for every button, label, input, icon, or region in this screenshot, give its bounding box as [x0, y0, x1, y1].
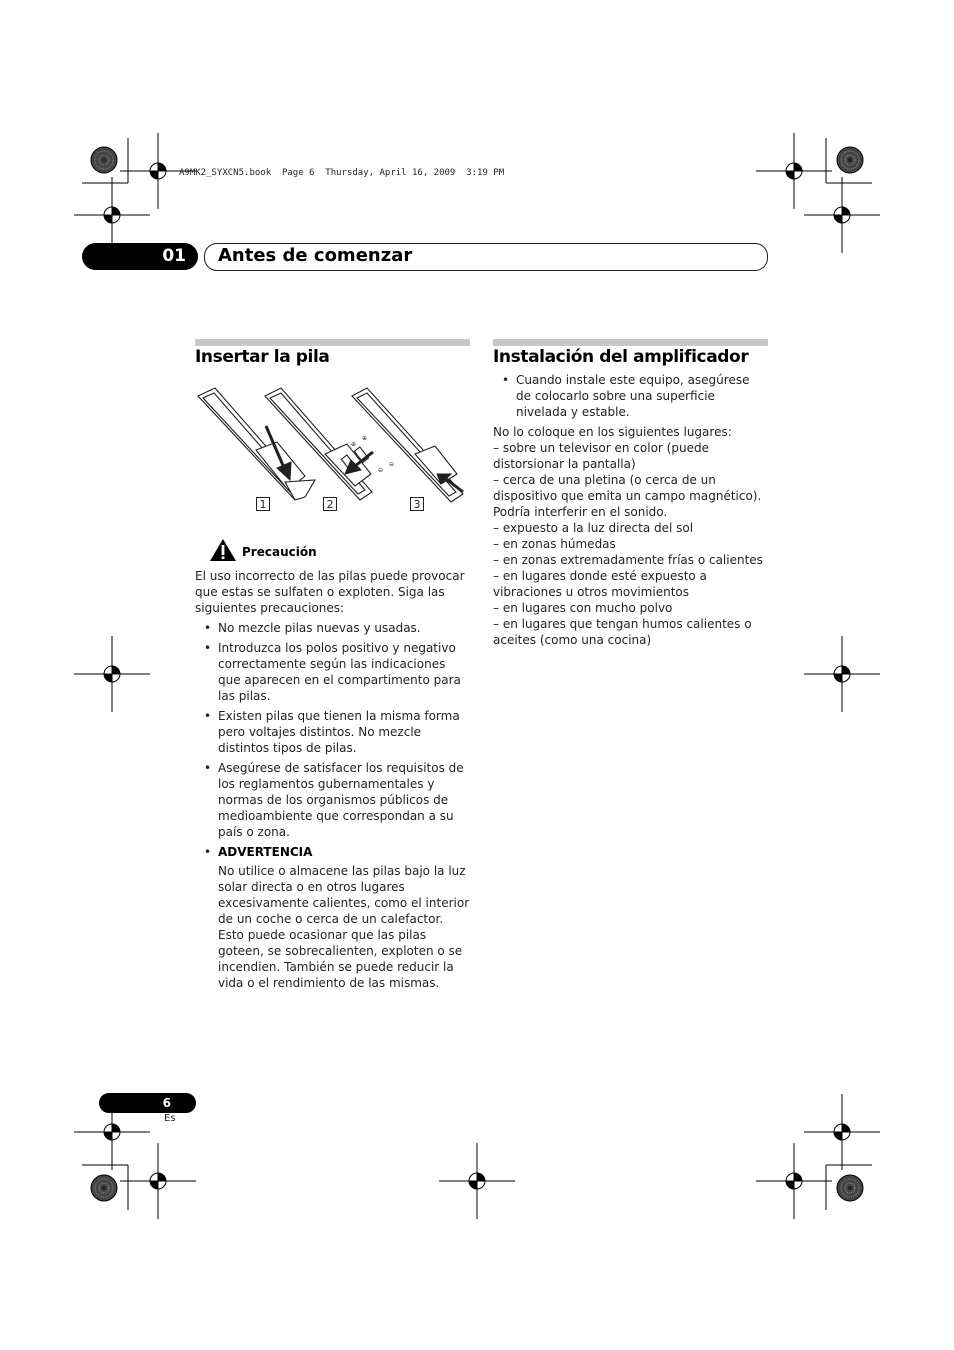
location-line: – en zonas extremadamente frías o calientes — [493, 553, 763, 567]
installation-intro: No lo coloque en los siguientes lugares: — [493, 425, 732, 439]
caution-list — [195, 620, 470, 991]
language-code: Es — [164, 1113, 176, 1124]
section-rule-left — [195, 339, 470, 346]
svg-text:⊕: ⊕ — [351, 441, 357, 448]
print-info: A9MK2_SYXCN5.book Page 6 Thursday, April 16, 2009 3:19 PM — [179, 168, 505, 178]
section-heading-battery: Insertar la pila — [195, 347, 330, 367]
caution-intro: El uso incorrecto de las pilas puede provocar que estas se sulfaten o exploten. Siga las siguientes precauciones: — [195, 569, 465, 615]
step-number-3: 3 — [410, 497, 424, 511]
location-line: – sobre un televisor en color (puede distorsionar la pantalla) — [493, 441, 709, 471]
caution-title: Precaución — [242, 545, 317, 559]
section-rule-right — [493, 339, 768, 346]
list-item: • Introduzca los polos positivo y negativo correctamente según las indicaciones que aparecen en el compartimento para las pilas. — [195, 640, 470, 704]
warning-text: No utilice o almacene las pilas bajo la luz solar directa o en otros lugares excesivamente calientes, como el interior de un coche o cerca de un calefactor. Esto puede ocasionar que las pilas goteen, se sobrecalienten, exploten o se incendien. También se puede reducir la vida o el rendimiento de las mismas. — [218, 864, 470, 990]
battery-insertion-illustration — [195, 382, 470, 514]
warning-triangle-icon — [209, 538, 237, 562]
location-line: – cerca de una pletina (o cerca de un dispositivo que emita un campo magnético). Podría interferir en el sonido. — [493, 473, 762, 519]
installation-list — [493, 372, 768, 420]
step-number-1: 1 — [256, 497, 270, 511]
location-line: – en lugares que tengan humos calientes o aceites (como una cocina) — [493, 617, 752, 647]
left-body — [195, 568, 470, 995]
svg-text:⊕: ⊕ — [362, 435, 368, 442]
svg-text:⊖: ⊖ — [378, 467, 384, 474]
right-body — [493, 372, 768, 648]
page-number: 6 — [99, 1093, 196, 1113]
list-item: • Asegúrese de satisfacer los requisitos de los reglamentos gubernamentales y normas de los organismos públicos de medioambiente que correspondan a su país o zona. — [195, 760, 470, 840]
location-line: – expuesto a la luz directa del sol — [493, 521, 694, 535]
chapter-number: 01 — [82, 243, 198, 270]
list-item: • Existen pilas que tienen la misma forma pero voltajes distintos. No mezcle distintos tipos de pilas. — [195, 708, 470, 756]
location-line: – en lugares con mucho polvo — [493, 601, 673, 615]
location-line: – en zonas húmedas — [493, 537, 616, 551]
location-line: – en lugares donde esté expuesto a vibraciones u otros movimientos — [493, 569, 707, 599]
step-number-2: 2 — [323, 497, 337, 511]
list-item: • No mezcle pilas nuevas y usadas. — [195, 620, 470, 636]
list-item: • Cuando instale este equipo, asegúrese de colocarlo sobre una superficie nivelada y estable. — [493, 372, 768, 420]
warning-label: ADVERTENCIA — [218, 845, 313, 859]
svg-text:⊖: ⊖ — [389, 461, 395, 468]
warning-item — [195, 844, 470, 991]
section-heading-installation: Instalación del amplificador — [493, 347, 749, 367]
chapter-title: Antes de comenzar — [218, 245, 413, 266]
